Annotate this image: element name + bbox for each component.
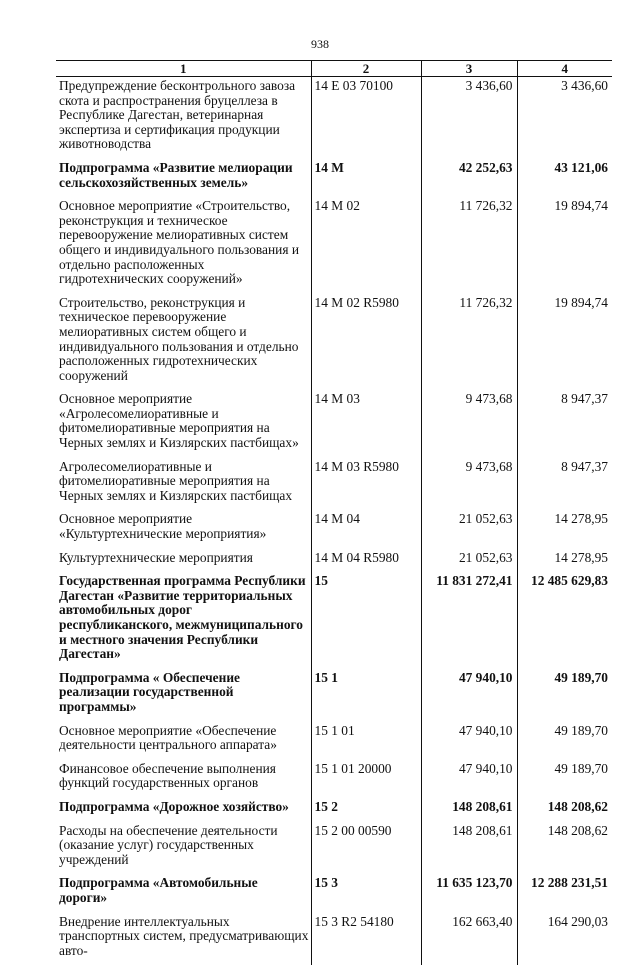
cell-code: 14 М 02 R5980 xyxy=(311,294,421,391)
cell-value-col4: 49 189,70 xyxy=(517,669,612,722)
table-row xyxy=(56,549,612,573)
cell-name: Строительство, реконструкция и техническое перевооружение мелиоративных систем общего и индивидуального пользования и отдельно расположенных гидротехнических сооружений xyxy=(56,294,311,391)
cell-value-col3: 148 208,61 xyxy=(421,822,517,875)
cell-value-col3: 47 940,10 xyxy=(421,760,517,798)
cell-value-col3: 3 436,60 xyxy=(421,77,517,159)
cell-name: Подпрограмма «Развитие мелиорации сельскохозяйственных земель» xyxy=(56,159,311,197)
cell-value-col4: 8 947,37 xyxy=(517,458,612,511)
table-row xyxy=(56,572,612,669)
cell-name: Финансовое обеспечение выполнения функций государственных органов xyxy=(56,760,311,798)
page-number: 938 xyxy=(0,37,640,52)
cell-value-col4: 148 208,62 xyxy=(517,822,612,875)
cell-value-col3: 11 726,32 xyxy=(421,294,517,391)
table-row xyxy=(56,913,612,965)
cell-name: Предупреждение бесконтрольного завоза скота и распространения бруцеллеза в Республике Дагестан, ветеринарная экспертиза и сертификация продукции животноводства xyxy=(56,77,311,159)
cell-name: Основное мероприятие «Строительство, реконструкция и техническое перевооружение мелиоративных систем общего и индивидуального пользования и отдельно расположенных гидротехнических сооружений» xyxy=(56,197,311,294)
budget-table xyxy=(56,60,612,965)
cell-value-col4: 19 894,74 xyxy=(517,197,612,294)
cell-code: 15 2 00 00590 xyxy=(311,822,421,875)
column-header: 4 xyxy=(517,61,612,77)
table-row xyxy=(56,874,612,912)
cell-value-col3: 9 473,68 xyxy=(421,390,517,457)
cell-code: 15 3 xyxy=(311,874,421,912)
cell-value-col4: 14 278,95 xyxy=(517,549,612,573)
cell-name: Расходы на обеспечение деятельности (оказание услуг) государственных учреждений xyxy=(56,822,311,875)
cell-code: 15 1 01 xyxy=(311,722,421,760)
cell-code: 15 xyxy=(311,572,421,669)
table-row xyxy=(56,77,612,159)
table-row xyxy=(56,798,612,822)
cell-code: 15 2 xyxy=(311,798,421,822)
cell-value-col3: 148 208,61 xyxy=(421,798,517,822)
cell-value-col4: 14 278,95 xyxy=(517,510,612,548)
column-header: 2 xyxy=(311,61,421,77)
cell-value-col4: 49 189,70 xyxy=(517,760,612,798)
cell-value-col3: 11 726,32 xyxy=(421,197,517,294)
cell-value-col4: 19 894,74 xyxy=(517,294,612,391)
table-row xyxy=(56,458,612,511)
table-row xyxy=(56,722,612,760)
cell-value-col3: 21 052,63 xyxy=(421,510,517,548)
cell-name: Государственная программа Республики Дагестан «Развитие территориальных автомобильных дорог республиканского, межмуниципального и местного значения Республики Дагестан» xyxy=(56,572,311,669)
table-row xyxy=(56,159,612,197)
table-row xyxy=(56,197,612,294)
cell-value-col4: 164 290,03 xyxy=(517,913,612,965)
cell-value-col4: 12 288 231,51 xyxy=(517,874,612,912)
cell-value-col4: 148 208,62 xyxy=(517,798,612,822)
table-row xyxy=(56,510,612,548)
cell-value-col4: 3 436,60 xyxy=(517,77,612,159)
cell-code: 15 1 xyxy=(311,669,421,722)
cell-name: Агролесомелиоративные и фитомелиоративные мероприятия на Черных землях и Кизлярских пастбищах xyxy=(56,458,311,511)
cell-code: 14 М 02 xyxy=(311,197,421,294)
cell-value-col4: 43 121,06 xyxy=(517,159,612,197)
cell-name: Культуртехнические мероприятия xyxy=(56,549,311,573)
table-row xyxy=(56,760,612,798)
cell-code: 14 М 03 R5980 xyxy=(311,458,421,511)
cell-code: 15 1 01 20000 xyxy=(311,760,421,798)
cell-code: 14 М 04 xyxy=(311,510,421,548)
column-header: 1 xyxy=(56,61,311,77)
table-row xyxy=(56,294,612,391)
cell-value-col3: 42 252,63 xyxy=(421,159,517,197)
cell-value-col3: 47 940,10 xyxy=(421,669,517,722)
cell-value-col4: 49 189,70 xyxy=(517,722,612,760)
cell-name: Основное мероприятие «Культуртехнические мероприятия» xyxy=(56,510,311,548)
cell-name: Основное мероприятие «Агролесомелиоративные и фитомелиоративные мероприятия на Черных землях и Кизлярских пастбищах» xyxy=(56,390,311,457)
cell-value-col4: 8 947,37 xyxy=(517,390,612,457)
cell-code: 14 М 04 R5980 xyxy=(311,549,421,573)
cell-value-col3: 11 831 272,41 xyxy=(421,572,517,669)
cell-name: Подпрограмма «Дорожное хозяйство» xyxy=(56,798,311,822)
cell-value-col3: 47 940,10 xyxy=(421,722,517,760)
cell-value-col3: 9 473,68 xyxy=(421,458,517,511)
cell-value-col3: 162 663,40 xyxy=(421,913,517,965)
table-row xyxy=(56,669,612,722)
cell-name: Основное мероприятие «Обеспечение деятельности центрального аппарата» xyxy=(56,722,311,760)
column-header: 3 xyxy=(421,61,517,77)
cell-code: 14 Е 03 70100 xyxy=(311,77,421,159)
cell-code: 14 М xyxy=(311,159,421,197)
cell-code: 14 М 03 xyxy=(311,390,421,457)
cell-value-col3: 21 052,63 xyxy=(421,549,517,573)
cell-code: 15 3 R2 54180 xyxy=(311,913,421,965)
cell-value-col3: 11 635 123,70 xyxy=(421,874,517,912)
header-row xyxy=(56,61,612,77)
cell-name: Подпрограмма « Обеспечение реализации государственной программы» xyxy=(56,669,311,722)
cell-value-col4: 12 485 629,83 xyxy=(517,572,612,669)
table-row xyxy=(56,822,612,875)
cell-name: Внедрение интеллектуальных транспортных систем, предусматривающих авто- xyxy=(56,913,311,965)
table-row xyxy=(56,390,612,457)
cell-name: Подпрограмма «Автомобильные дороги» xyxy=(56,874,311,912)
